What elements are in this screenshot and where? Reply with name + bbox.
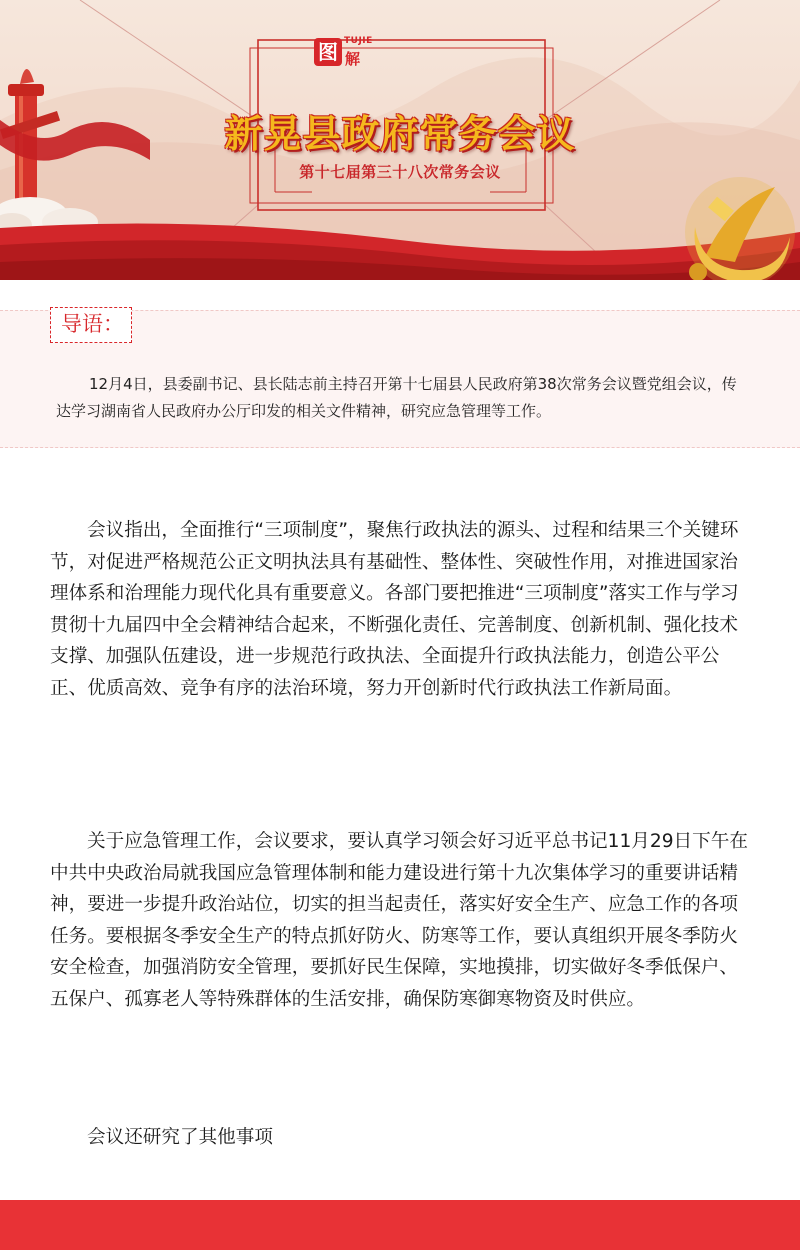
logo-mark: 图 xyxy=(314,38,342,66)
header-banner xyxy=(0,0,800,280)
logo-chinese: 解 xyxy=(345,50,361,68)
tujie-logo xyxy=(314,36,372,70)
body-paragraph-1: 会议指出，全面推行“三项制度”，聚焦行政执法的源头、过程和结果三个关键环节，对促进严格规范公正文明执法具有基础性、整体性、突破性作用，对推进国家治理体系和治理能力现代化具有重要意义。各部门要把推进“三项制度”落实工作与学习贯彻十九届四中全会精神结合起来，不断强化责任、完善制度、创新机制、强化技术支撑、加强队伍建设，进一步规范行政执法、全面提升行政执法能力，创造公平公正、优质高效、竞争有序的法治环境，努力开创新时代行政执法工作新局面。 xyxy=(50,520,739,699)
page-subtitle: 第十七届第三十八次常务会议 xyxy=(299,163,501,181)
body-paragraph-2: 关于应急管理工作，会议要求，要认真学习领会好习近平总书记11月29日下午在中共中央政治局就我国应急管理体制和能力建设进行第十九次集体学习的重要讲话精神，要进一步提升政治站位，切实的担当起责任，落实好安全生产、应急工作的各项任务。要根据冬季安全生产的特点抓好防火、防寒等工作，要认真组织开展冬季防火安全检查，加强消防安全管理，要抓好民生保障，实地摸排，切实做好冬季低保户、五保户、孤寡老人等特殊群体的生活安排，确保防寒御寒物资及时供应。 xyxy=(50,831,748,1010)
intro-section xyxy=(0,310,800,448)
intro-text: 12月4日，县委副书记、县长陆志前主持召开第十七届县人民政府第38次常务会议暨党组会议，传达学习湖南省人民政府办公厅印发的相关文件精神，研究应急管理等工作。 xyxy=(56,375,737,420)
intro-label: 导语： xyxy=(50,307,132,343)
body-paragraph-3: 会议还研究了其他事项 xyxy=(87,1127,273,1148)
footer-bar xyxy=(0,1200,800,1250)
page-title: 新晃县政府常务会议 xyxy=(224,112,576,156)
logo-english: TUJIE xyxy=(344,36,373,46)
